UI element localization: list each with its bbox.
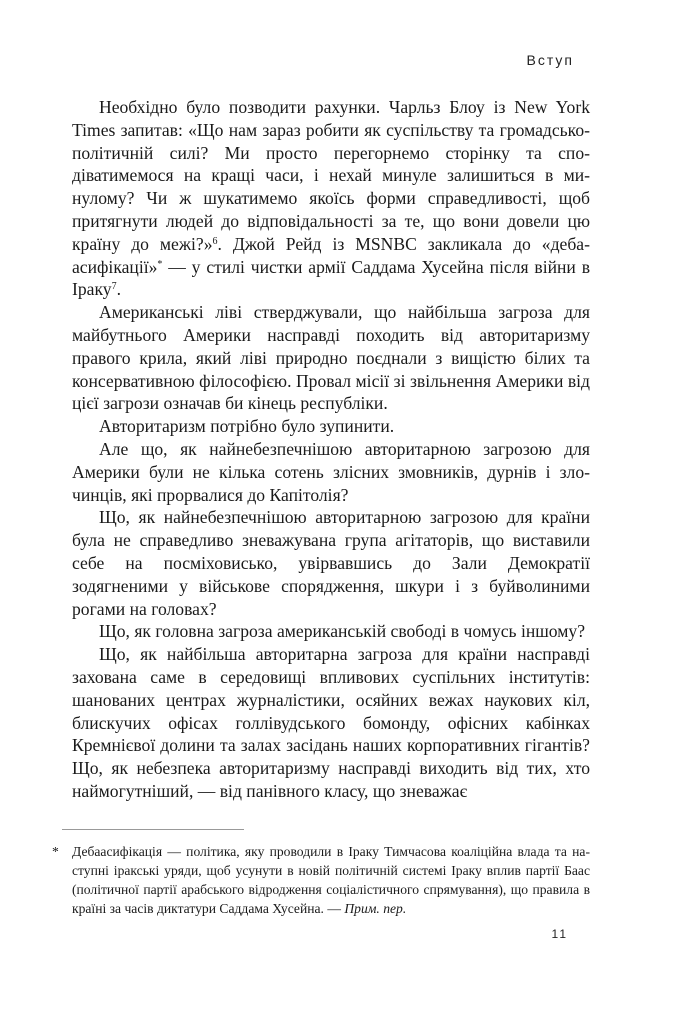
paragraph: Американські ліві стверджували, що найбільша загроза для майбутнього Америки насправді походить від авторитаризму правого крила, який ліві природно поєднали з вищістю білих та консервативною філософією. Провал місії зі звільнення Америки від цієї загрози означав би кінець республіки. (72, 302, 590, 414)
footnote-divider (62, 829, 244, 830)
footnote (52, 842, 590, 918)
footnote-editor-note: Прим. пер. (344, 901, 407, 916)
footnote-ref-7: 7 (111, 281, 117, 293)
paragraph: Що, як головна загроза американській свободі в чомусь іншому? (99, 621, 586, 642)
paragraph-text: Необхідно було позводити рахунки. Чарльз Блоу із New York Times запитав: «Що нам зараз робити як суспільству та громадсько-політичній силі? Ми просто перегорнемо сторінку та сподіватимемося на кращі часи, і нехай минуле залишиться в минулому? Чи ж шукатимемо якоїсь форми справедливості, щоб притягнути людей до відповідальності за те, що вони довели цю країну до межі?» (72, 97, 590, 254)
footnote-ref-asterisk: * (157, 258, 163, 270)
footnote-text: Дебаасифікація — політика, яку проводили в Іраку Тимчасова коаліційна влада та наступні іракські уряди, щоб усунути в новій політичній системі Іраку вплив партії Баас (політичної партії арабського відродження соціалістичного спрямування), що правила в країні за часів диктатури Саддама Хусейна. — (72, 844, 590, 916)
paragraph-text: . Джой Рейд із MSNBC закликала до «дебаасифікації» (72, 233, 590, 277)
page-number: 11 (551, 927, 568, 941)
footnote-mark: * (52, 844, 59, 859)
footnote-ref-6: 6 (212, 235, 218, 247)
paragraph (72, 96, 590, 301)
paragraph: Авторитаризм потрібно було зупинити. (99, 416, 395, 437)
paragraph: Що, як найнебезпечнішою авторитарною загрозою для країни була не справедливо зневажувана група агітаторів, що виставили себе на посміховисько, увірвавшись до Зали Демократії зодягненими у військове спорядження, шкури і з буйволиними рогами на головах? (72, 507, 590, 619)
running-head: Вступ (526, 52, 574, 68)
body-text (72, 96, 590, 803)
paragraph-text: — у стилі чистки армії Саддама Хусейна після війни в Іраку (72, 256, 590, 300)
paragraph-text: . (116, 279, 121, 300)
paragraph: Що, як найбільша авторитарна загроза для країни насправді захована саме в середовищі впливових суспільних інститутів: шанованих центрах журналістики, осяйних вежах наукових кіл, блискучих офісах голлівудського бомонду, офісних кабінках Кремнієвої долини та залах засідань наших корпоративних гігантів? Що, як небезпека авторитаризму насправді виходить від тих, хто наймогутніший, — від панівного класу, що зневажає (72, 644, 590, 801)
paragraph: Але що, як найнебезпечнішою авторитарною загрозою для Америки були не кілька сотень злісних змовників, дурнів і злочинців, які прорвалися до Капітолія? (72, 438, 590, 505)
